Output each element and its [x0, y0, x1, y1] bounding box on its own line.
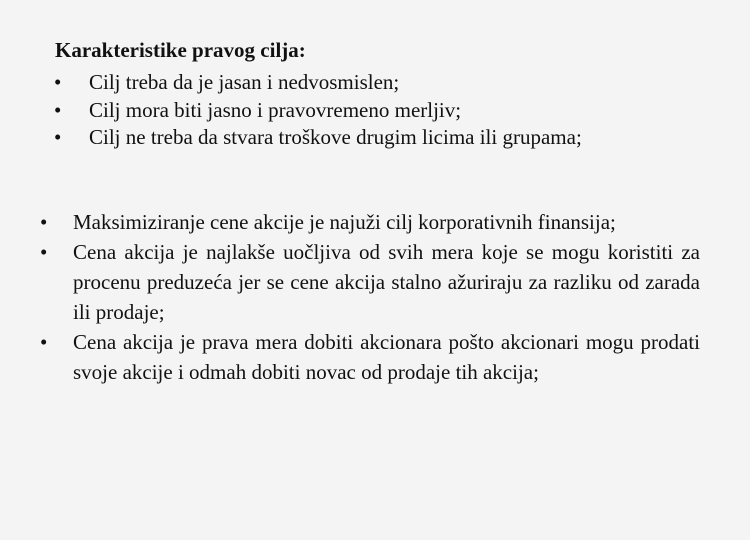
- bullet-icon: •: [40, 210, 48, 234]
- list-item-text: Cilj mora biti jasno i pravovremeno merljiv;: [89, 97, 462, 122]
- bullet-icon: •: [54, 70, 62, 94]
- list-item-text: Cena akcija je najlakše uočljiva od svih mera koje se mogu koristiti za procenu preduzeća jer se cene akcija stalno ažuriraju za razliku od zarada ili prodaje;: [73, 240, 700, 324]
- section-heading: Karakteristike pravog cilja:: [55, 38, 306, 62]
- list-item-text: Cilj treba da je jasan i nedvosmislen;: [89, 70, 400, 94]
- list-item-text: Cena akcija je prava mera dobiti akcionara pošto akcionari mogu prodati svoje akcije i odmah dobiti novac od prodaje tih akcija;: [73, 330, 700, 384]
- bullet-icon: •: [40, 240, 48, 264]
- list-item: [40, 69, 720, 97]
- bullet-icon: •: [40, 330, 48, 354]
- list-item-text: Maksimiziranje cene akcije je najuži cilj korporativnih finansija;: [73, 210, 616, 234]
- list-item: [40, 97, 720, 125]
- list-item-text: Cilj ne treba da stvara troškove drugim licima ili grupama;: [89, 125, 582, 149]
- points-list: [40, 207, 700, 387]
- list-item: [40, 327, 700, 387]
- characteristics-list: [40, 69, 720, 152]
- list-item: [40, 124, 720, 152]
- list-item: [40, 207, 700, 237]
- bullet-icon: •: [54, 97, 62, 122]
- list-item: [40, 237, 700, 327]
- bullet-icon: •: [54, 125, 62, 149]
